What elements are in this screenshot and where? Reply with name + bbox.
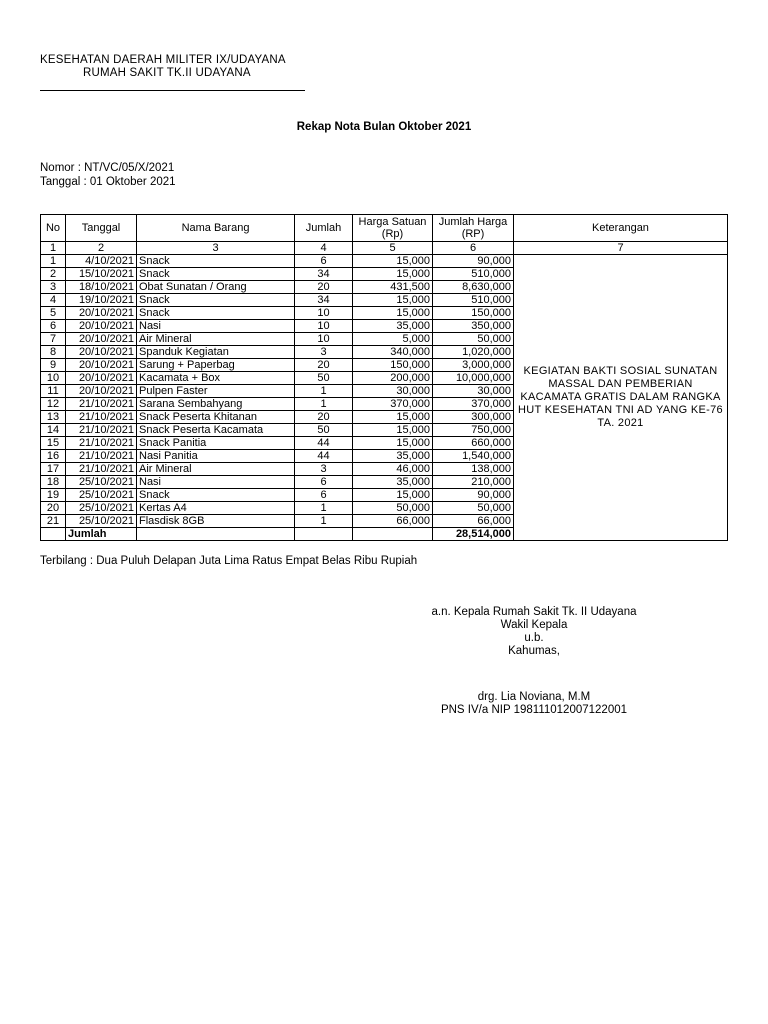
signatory-nip: PNS IV/a NIP 198111012007122001 bbox=[440, 704, 628, 716]
cell-harga-satuan: 15,000 bbox=[353, 307, 433, 320]
cell-jumlah-harga: 510,000 bbox=[433, 294, 514, 307]
cell-no: 4 bbox=[41, 294, 66, 307]
cell-tanggal: 21/10/2021 bbox=[66, 450, 137, 463]
cell-jumlah-harga: 370,000 bbox=[433, 398, 514, 411]
cell-nama-barang: Pulpen Faster bbox=[137, 385, 295, 398]
cell-tanggal: 4/10/2021 bbox=[66, 255, 137, 268]
cell-no: 18 bbox=[41, 476, 66, 489]
cell-tanggal: 20/10/2021 bbox=[66, 307, 137, 320]
cell-no: 21 bbox=[41, 515, 66, 528]
cell-nama-barang: Nasi bbox=[137, 476, 295, 489]
column-number: 3 bbox=[137, 242, 295, 255]
cell-jumlah-harga: 660,000 bbox=[433, 437, 514, 450]
col-header-jumlah: Jumlah bbox=[295, 215, 353, 242]
cell-jumlah-harga: 8,630,000 bbox=[433, 281, 514, 294]
cell-nama-barang: Snack bbox=[137, 489, 295, 502]
cell-no: 7 bbox=[41, 333, 66, 346]
cell-no: 20 bbox=[41, 502, 66, 515]
cell-nama-barang: Snack bbox=[137, 294, 295, 307]
cell-jumlah: 6 bbox=[295, 476, 353, 489]
cell-jumlah: 50 bbox=[295, 424, 353, 437]
cell-harga-satuan: 35,000 bbox=[353, 476, 433, 489]
cell-tanggal: 20/10/2021 bbox=[66, 320, 137, 333]
cell-jumlah: 1 bbox=[295, 502, 353, 515]
cell-harga-satuan: 46,000 bbox=[353, 463, 433, 476]
tanggal-line: Tanggal : 01 Oktober 2021 bbox=[40, 176, 176, 188]
total-empty-cell bbox=[41, 528, 66, 541]
letterhead-line-1: KESEHATAN DAERAH MILITER IX/UDAYANA bbox=[40, 54, 286, 66]
cell-jumlah: 6 bbox=[295, 255, 353, 268]
cell-jumlah-harga: 50,000 bbox=[433, 333, 514, 346]
cell-harga-satuan: 15,000 bbox=[353, 437, 433, 450]
column-number: 1 bbox=[41, 242, 66, 255]
cell-nama-barang: Snack Panitia bbox=[137, 437, 295, 450]
column-number-row bbox=[41, 242, 728, 255]
cell-no: 5 bbox=[41, 307, 66, 320]
cell-jumlah: 1 bbox=[295, 515, 353, 528]
cell-nama-barang: Kacamata + Box bbox=[137, 372, 295, 385]
cell-no: 6 bbox=[41, 320, 66, 333]
col-header-nama-barang: Nama Barang bbox=[137, 215, 295, 242]
cell-no: 3 bbox=[41, 281, 66, 294]
signature-line-1: a.n. Kepala Rumah Sakit Tk. II Udayana bbox=[431, 606, 637, 618]
cell-tanggal: 25/10/2021 bbox=[66, 502, 137, 515]
total-value: 28,514,000 bbox=[433, 528, 514, 541]
column-number: 7 bbox=[514, 242, 728, 255]
col-header-no: No bbox=[41, 215, 66, 242]
cell-jumlah-harga: 3,000,000 bbox=[433, 359, 514, 372]
cell-tanggal: 20/10/2021 bbox=[66, 372, 137, 385]
col-header-jumlah-harga: Jumlah Harga (RP) bbox=[433, 215, 514, 242]
cell-jumlah-harga: 138,000 bbox=[433, 463, 514, 476]
cell-jumlah: 44 bbox=[295, 437, 353, 450]
cell-no: 8 bbox=[41, 346, 66, 359]
cell-jumlah: 3 bbox=[295, 346, 353, 359]
cell-harga-satuan: 431,500 bbox=[353, 281, 433, 294]
cell-no: 19 bbox=[41, 489, 66, 502]
cell-jumlah-harga: 210,000 bbox=[433, 476, 514, 489]
cell-nama-barang: Snack Peserta Kacamata bbox=[137, 424, 295, 437]
cell-jumlah-harga: 10,000,000 bbox=[433, 372, 514, 385]
nomor-line: Nomor : NT/VC/05/X/2021 bbox=[40, 162, 175, 174]
cell-jumlah-harga: 1,020,000 bbox=[433, 346, 514, 359]
cell-jumlah: 34 bbox=[295, 268, 353, 281]
column-number: 2 bbox=[66, 242, 137, 255]
cell-jumlah-harga: 90,000 bbox=[433, 489, 514, 502]
cell-jumlah-harga: 90,000 bbox=[433, 255, 514, 268]
cell-no: 1 bbox=[41, 255, 66, 268]
cell-jumlah: 20 bbox=[295, 281, 353, 294]
cell-no: 12 bbox=[41, 398, 66, 411]
total-empty-cell bbox=[137, 528, 295, 541]
cell-tanggal: 21/10/2021 bbox=[66, 411, 137, 424]
cell-jumlah: 20 bbox=[295, 411, 353, 424]
cell-jumlah-harga: 66,000 bbox=[433, 515, 514, 528]
signature-line-4: Kahumas, bbox=[508, 645, 560, 657]
cell-no: 9 bbox=[41, 359, 66, 372]
total-empty-cell bbox=[295, 528, 353, 541]
cell-harga-satuan: 15,000 bbox=[353, 489, 433, 502]
terbilang-text: Terbilang : Dua Puluh Delapan Juta Lima Ratus Empat Belas Ribu Rupiah bbox=[40, 555, 418, 567]
cell-harga-satuan: 15,000 bbox=[353, 294, 433, 307]
cell-jumlah-harga: 50,000 bbox=[433, 502, 514, 515]
cell-nama-barang: Snack Peserta Khitanan bbox=[137, 411, 295, 424]
cell-nama-barang: Obat Sunatan / Orang bbox=[137, 281, 295, 294]
cell-no: 13 bbox=[41, 411, 66, 424]
cell-harga-satuan: 66,000 bbox=[353, 515, 433, 528]
cell-jumlah: 20 bbox=[295, 359, 353, 372]
cell-nama-barang: Air Mineral bbox=[137, 463, 295, 476]
col-header-keterangan: Keterangan bbox=[514, 215, 728, 242]
cell-tanggal: 19/10/2021 bbox=[66, 294, 137, 307]
column-number: 6 bbox=[433, 242, 514, 255]
cell-jumlah: 3 bbox=[295, 463, 353, 476]
cell-no: 17 bbox=[41, 463, 66, 476]
cell-nama-barang: Nasi bbox=[137, 320, 295, 333]
cell-tanggal: 21/10/2021 bbox=[66, 398, 137, 411]
signature-line-2: Wakil Kepala bbox=[500, 619, 568, 631]
cell-jumlah: 50 bbox=[295, 372, 353, 385]
cell-jumlah: 1 bbox=[295, 385, 353, 398]
cell-harga-satuan: 15,000 bbox=[353, 411, 433, 424]
cell-nama-barang: Snack bbox=[137, 255, 295, 268]
column-number: 5 bbox=[353, 242, 433, 255]
cell-harga-satuan: 15,000 bbox=[353, 424, 433, 437]
cell-tanggal: 18/10/2021 bbox=[66, 281, 137, 294]
cell-jumlah: 34 bbox=[295, 294, 353, 307]
cell-harga-satuan: 340,000 bbox=[353, 346, 433, 359]
cell-nama-barang: Air Mineral bbox=[137, 333, 295, 346]
cell-tanggal: 25/10/2021 bbox=[66, 515, 137, 528]
column-number: 4 bbox=[295, 242, 353, 255]
total-label: Jumlah bbox=[66, 528, 137, 541]
cell-nama-barang: Sarung + Paperbag bbox=[137, 359, 295, 372]
letterhead-line-2: RUMAH SAKIT TK.II UDAYANA bbox=[83, 67, 251, 79]
cell-harga-satuan: 200,000 bbox=[353, 372, 433, 385]
table-row bbox=[41, 255, 728, 268]
cell-harga-satuan: 35,000 bbox=[353, 320, 433, 333]
cell-nama-barang: Nasi Panitia bbox=[137, 450, 295, 463]
cell-harga-satuan: 15,000 bbox=[353, 255, 433, 268]
cell-jumlah-harga: 350,000 bbox=[433, 320, 514, 333]
cell-tanggal: 20/10/2021 bbox=[66, 346, 137, 359]
document-title: Rekap Nota Bulan Oktober 2021 bbox=[296, 121, 472, 133]
letterhead-underline bbox=[40, 90, 305, 91]
cell-no: 11 bbox=[41, 385, 66, 398]
cell-jumlah-harga: 750,000 bbox=[433, 424, 514, 437]
cell-harga-satuan: 5,000 bbox=[353, 333, 433, 346]
cell-no: 16 bbox=[41, 450, 66, 463]
col-header-tanggal: Tanggal bbox=[66, 215, 137, 242]
cell-jumlah: 1 bbox=[295, 398, 353, 411]
signature-line-3: u.b. bbox=[524, 632, 544, 644]
cell-harga-satuan: 370,000 bbox=[353, 398, 433, 411]
rekap-table bbox=[40, 214, 728, 541]
cell-tanggal: 20/10/2021 bbox=[66, 385, 137, 398]
cell-nama-barang: Kertas A4 bbox=[137, 502, 295, 515]
cell-tanggal: 21/10/2021 bbox=[66, 463, 137, 476]
cell-jumlah-harga: 1,540,000 bbox=[433, 450, 514, 463]
cell-jumlah: 10 bbox=[295, 333, 353, 346]
cell-harga-satuan: 15,000 bbox=[353, 268, 433, 281]
cell-jumlah-harga: 30,000 bbox=[433, 385, 514, 398]
cell-harga-satuan: 30,000 bbox=[353, 385, 433, 398]
cell-tanggal: 25/10/2021 bbox=[66, 476, 137, 489]
col-header-harga-satuan: Harga Satuan (Rp) bbox=[353, 215, 433, 242]
cell-harga-satuan: 50,000 bbox=[353, 502, 433, 515]
cell-tanggal: 20/10/2021 bbox=[66, 359, 137, 372]
cell-harga-satuan: 150,000 bbox=[353, 359, 433, 372]
cell-nama-barang: Snack bbox=[137, 307, 295, 320]
cell-nama-barang: Sarana Sembahyang bbox=[137, 398, 295, 411]
cell-nama-barang: Flasdisk 8GB bbox=[137, 515, 295, 528]
cell-no: 14 bbox=[41, 424, 66, 437]
cell-jumlah: 44 bbox=[295, 450, 353, 463]
cell-no: 10 bbox=[41, 372, 66, 385]
cell-no: 2 bbox=[41, 268, 66, 281]
signatory-name: drg. Lia Noviana, M.M bbox=[477, 691, 591, 703]
cell-jumlah: 10 bbox=[295, 320, 353, 333]
keterangan-cell: KEGIATAN BAKTI SOSIAL SUNATAN MASSAL DAN PEMBERIAN KACAMATA GRATIS DALAM RANGKA HUT KESEHATAN TNI AD YANG KE-76 TA. 2021 bbox=[514, 255, 728, 541]
cell-nama-barang: Spanduk Kegiatan bbox=[137, 346, 295, 359]
total-empty-cell bbox=[353, 528, 433, 541]
cell-tanggal: 21/10/2021 bbox=[66, 437, 137, 450]
cell-jumlah-harga: 150,000 bbox=[433, 307, 514, 320]
cell-jumlah-harga: 300,000 bbox=[433, 411, 514, 424]
cell-nama-barang: Snack bbox=[137, 268, 295, 281]
cell-tanggal: 15/10/2021 bbox=[66, 268, 137, 281]
cell-harga-satuan: 35,000 bbox=[353, 450, 433, 463]
cell-jumlah-harga: 510,000 bbox=[433, 268, 514, 281]
cell-tanggal: 20/10/2021 bbox=[66, 333, 137, 346]
cell-jumlah: 10 bbox=[295, 307, 353, 320]
cell-tanggal: 25/10/2021 bbox=[66, 489, 137, 502]
cell-jumlah: 6 bbox=[295, 489, 353, 502]
cell-no: 15 bbox=[41, 437, 66, 450]
cell-tanggal: 21/10/2021 bbox=[66, 424, 137, 437]
table-header-row bbox=[41, 215, 728, 242]
